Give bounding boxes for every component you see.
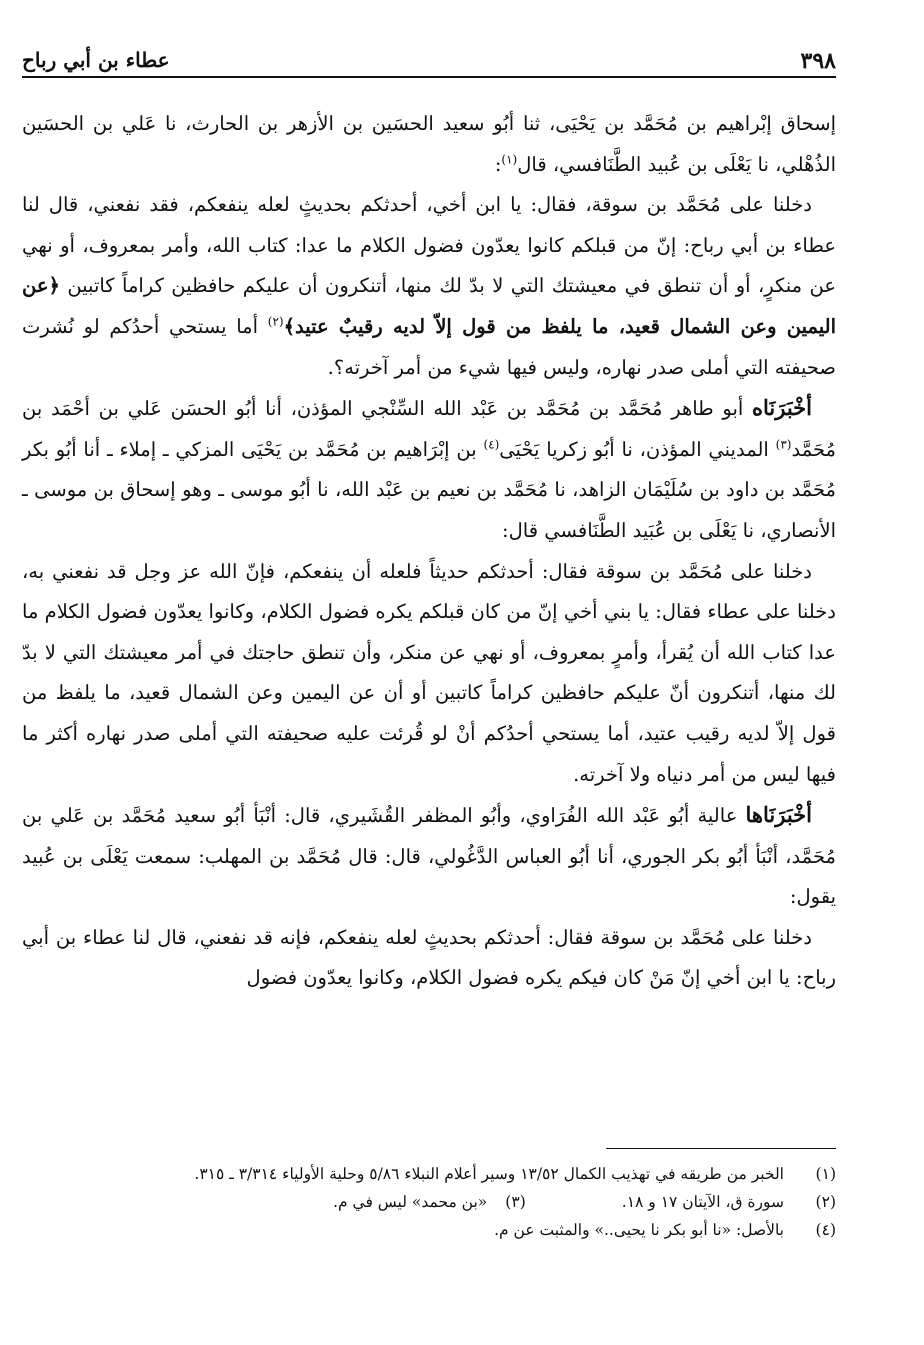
- paragraph-1-end: :: [494, 152, 502, 176]
- paragraph-2-text: دخلنا على مُحَمَّد بن سوقة، فقال: يا ابن أخي، أحدثكم بحديثٍ لعله ينفعكم، فقد نفعني، قال لنا عطاء بن أبي رباح: إنّ من قبلكم كانوا يعدّون فضول الكلام ما عدا: كتاب الله، وأمر بمعروف، أو نهي عن منكرٍ، أو أن تنطق في معيشتك التي لا بدّ لك منها، أتنكرون أن عليكم حافظين كراماً كاتبين: [22, 193, 836, 298]
- footnote-3-text: «بن محمد» ليس في م.: [333, 1193, 488, 1211]
- main-text: [22, 104, 836, 999]
- footnote-2-3: [22, 1188, 836, 1216]
- footnote-1-text: الخبر من طريقه في تهذيب الكمال ١٣/٥٢ وسير أعلام النبلاء ٥/٨٦ وحلية الأولياء ٣/٣١٤ ـ ٣١٥.: [194, 1165, 784, 1183]
- paragraph-6-text: دخلنا على مُحَمَّد بن سوقة فقال: أحدثكم بحديثٍ لعله ينفعكم، فإنه قد نفعني، قال لنا عطاء بن أبي رباح: يا ابن أخي إنّ مَنْ كان فيكم يكره فضول الكلام، وكانوا يعدّون فضول: [22, 925, 836, 990]
- paragraph-5-text: عالية أبُو عَبْد الله الفُرَاوي، وأبُو المظفر القُشَيري، قال: أنْبَأ أبُو سعيد مُحَمَّد بن عَلي بن مُحَمَّد، أنْبَأ أبُو بكر الجوري، أنا أبُو العباس الدَّغُولي، قال: قال مُحَمَّد بن المهلب: سمعت يَعْلَى بن عُبيد يقول:: [22, 804, 836, 909]
- paragraph-1-text: إسحاق إبْراهيم بن مُحَمَّد بن يَحْيَى، ثنا أبُو سعيد الحسَين بن الأزهر بن الحارث، نا عَلي بن الحسَين الذُهْلي، نا يَعْلَى بن عُبيد الطَّنَافسي، قال: [22, 112, 836, 176]
- paragraph-3-text-c: بن إبْرَاهيم بن مُحَمَّد بن يَحْيَى المزكي ـ إملاء ـ أنا أبُو بكر مُحَمَّد بن داود بن سُلَيْمَان الزاهد، نا مُحَمَّد بن نعيم بن عَبْد الله، نا أبُو موسى ـ وهو إسحاق بن موسى ـ الأنصاري، نا يَعْلَى بن عُبَيد الطَّنَافسي قال:: [22, 437, 836, 542]
- footnotes: [22, 1160, 836, 1244]
- paragraph-4-text: دخلنا على مُحَمَّد بن سوقة فقال: أحدثكم حديثاً فلعله أن ينفعكم، فإنّ الله عز وجل قد نفعني به، دخلنا على عطاء فقال: يا بني أخي إنّ من كان قبلكم يكره فضول الكلام، وكانوا يعدّون فضول الكلام ما عدا كتاب الله أن يُقرأ، وأمرٍ بمعروف، أو نهي عن منكر، وأن تنطق حاجتك في أمر معيشتك التي لا بدّ لك منها، أتنكرون أنّ عليكم حافظين كراماً كاتبين أو أن عن اليمين وعن الشمال قعيد، ما يلفظ من قول إلاّ لديه رقيب عتيد، أما يستحي أحدُكم أنْ لو قُرئت عليه صحيفته التي أملى صدر نهاره أكثر ما فيها ليس من أمر دنياه ولا آخرته.: [22, 559, 836, 786]
- footnote-ref-2: (٢): [267, 314, 284, 329]
- footnote-1-number: (١): [815, 1165, 836, 1183]
- paragraph-3-text-b: المديني المؤذن، نا أبُو زكريا يَحْيَى: [499, 437, 769, 461]
- footnote-4: [22, 1216, 836, 1244]
- running-title: عطاء بن أبي رباح: [22, 48, 170, 72]
- paragraph-1: [22, 104, 836, 185]
- isnad-keyword-2: أخْبَرَنَاها: [745, 802, 812, 828]
- paragraph-5: [22, 795, 836, 918]
- footnote-4-number: (٤): [815, 1221, 836, 1239]
- footnote-separator: [606, 1148, 836, 1149]
- paragraph-3-text-a: أبو طاهر مُحَمَّد بن مُحَمَّد بن عَبْد الله السِّنْجي المؤذن، أنا أبُو الحسَن عَلي بن أحْمَد بن مُحَمَّد: [22, 397, 836, 461]
- footnote-ref-1: (١): [501, 152, 518, 167]
- paragraph-2-end: أما يستحي أحدُكم لو نُشرت صحيفته التي أملى صدر نهاره، وليس فيها شيء من أمر آخرته؟.: [22, 314, 836, 379]
- footnote-2-number: (٢): [815, 1193, 836, 1211]
- paragraph-3: [22, 388, 836, 551]
- footnote-ref-4: (٤): [483, 437, 500, 452]
- footnote-3-number: (٣): [505, 1193, 526, 1211]
- quran-quote: ﴿عن اليمين وعن الشمال قعيد، ما يلفظ من قول إلاّ لديه رقيبٌ عتيد﴾: [22, 274, 837, 338]
- footnote-4-text: بالأصل: «نا أبو بكر نا يحيى..» والمثبت عن م.: [494, 1221, 784, 1239]
- footnote-2-text: سورة ق، الآيتان ١٧ و ١٨.: [621, 1193, 784, 1211]
- paragraph-6: [22, 918, 836, 999]
- page-header: [22, 42, 836, 78]
- footnote-1: [22, 1160, 836, 1188]
- page-number: ٣٩٨: [800, 48, 836, 74]
- isnad-keyword-1: أخْبَرَنَاه: [752, 395, 812, 421]
- paragraph-4: [22, 552, 836, 796]
- footnote-ref-3: (٣): [775, 437, 792, 452]
- paragraph-2: [22, 185, 836, 388]
